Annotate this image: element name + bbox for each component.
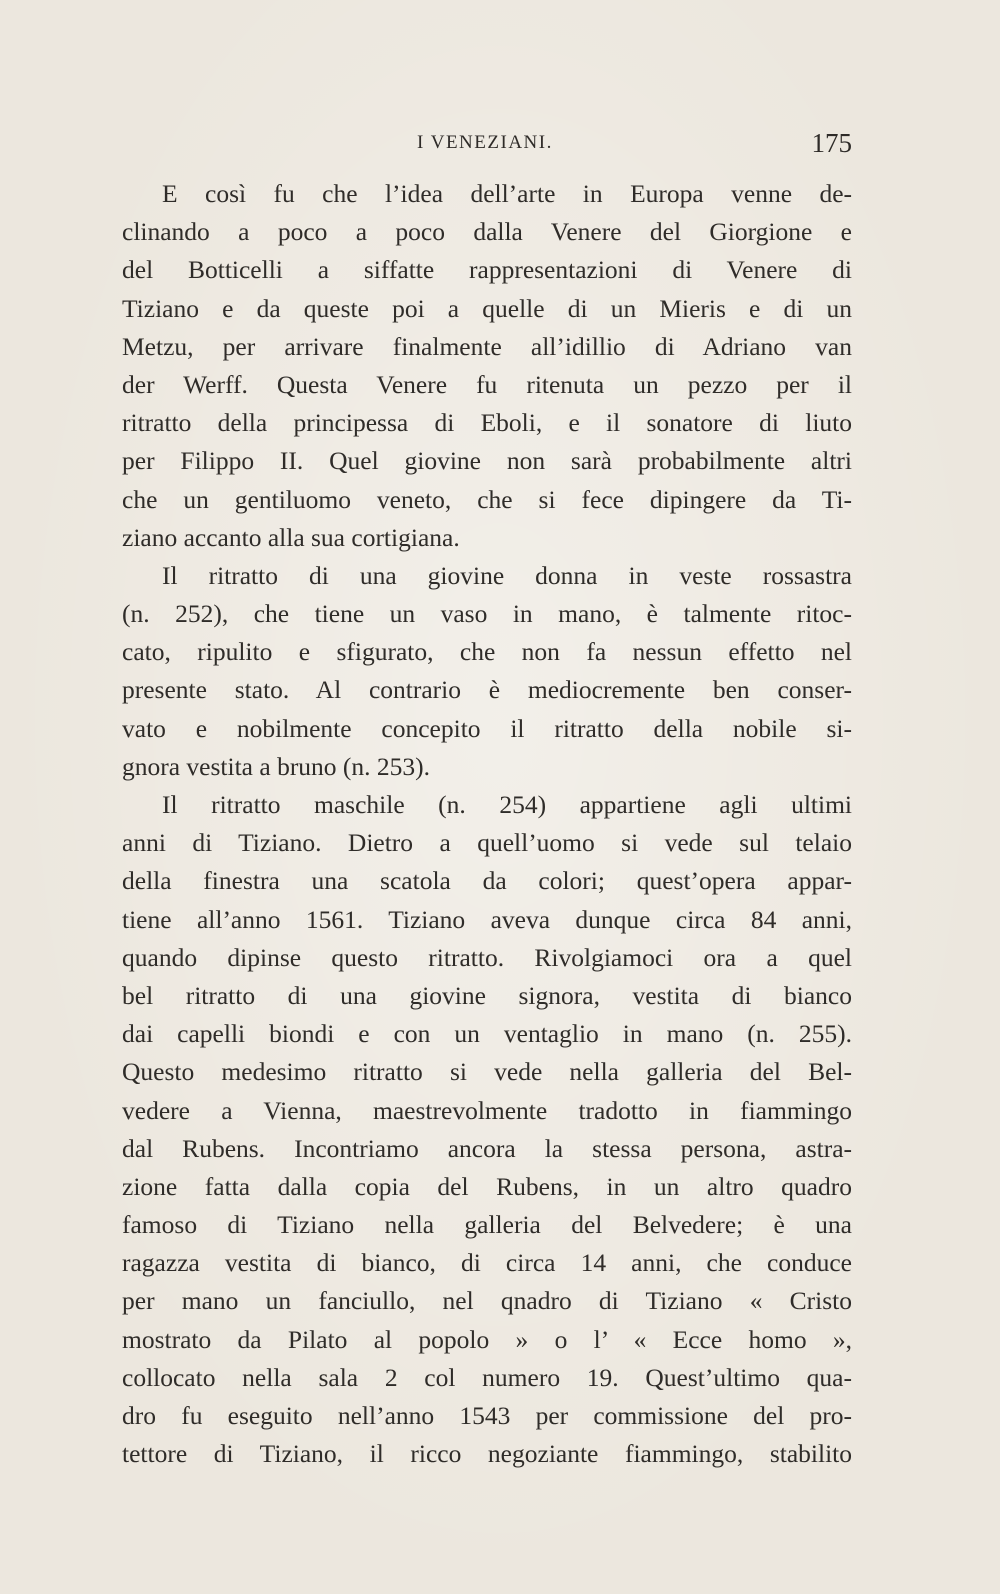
page-header [122,128,852,162]
text-line: tettore di Tiziano, il ricco negoziante fiammingo, stabilito [122,1439,852,1469]
text-line: clinando a poco a poco dalla Venere del Giorgione e [122,217,852,247]
text-line: zione fatta dalla copia del Rubens, in un altro quadro [122,1171,852,1201]
text-line: ragazza vestita di bianco, di circa 14 anni, che conduce [122,1248,852,1278]
text-line: anni di Tiziano. Dietro a quell’uomo si vede sul telaio [122,828,852,858]
text-line: del Botticelli a siffatte rappresentazioni di Venere di [122,255,852,285]
text-line: Metzu, per arrivare finalmente all’idillio di Adriano van [122,331,852,361]
body-text [122,175,852,1473]
text-line: dro fu eseguito nell’anno 1543 per commissione del pro- [122,1401,852,1430]
text-line: dal Rubens. Incontriamo ancora la stessa persona, astra- [122,1133,852,1163]
text-line: bel ritratto di una giovine signora, vestita di bianco [122,980,852,1010]
text-line: Questo medesimo ritratto si vede nella galleria del Bel- [122,1057,852,1087]
text-line: che un gentiluomo veneto, che si fece dipingere da Ti- [122,484,852,514]
text-line: ziano accanto alla sua cortigiana. [122,522,460,552]
text-line: della finestra una scatola da colori; quest’opera appar- [122,866,852,896]
text-line: gnora vestita a bruno (n. 253). [122,751,431,781]
text-line: dai capelli biondi e con un ventaglio in mano (n. 255). [122,1019,852,1049]
text-line: (n. 252), che tiene un vaso in mano, è talmente ritoc- [122,599,852,629]
text-line: collocato nella sala 2 col numero 19. Quest’ultimo qua- [122,1362,852,1392]
text-line: mostrato da Pilato al popolo » o l’ « Ecce homo », [122,1324,852,1354]
text-line: per mano un fanciullo, nel qnadro di Tiziano « Cristo [122,1286,852,1316]
text-line: vedere a Vienna, maestrevolmente tradotto in fiammingo [122,1095,852,1125]
text-line: quando dipinse questo ritratto. Rivolgiamoci ora a quel [122,942,852,972]
text-line: Il ritratto di una giovine donna in veste rossastra [162,560,852,590]
text-line: per Filippo II. Quel giovine non sarà probabilmente altri [122,446,852,476]
text-line: presente stato. Al contrario è mediocremente ben conser- [122,675,852,705]
running-title: I VENEZIANI. [417,132,553,153]
text-line: ritratto della principessa di Eboli, e il sonatore di liuto [122,408,852,438]
text-line: vato e nobilmente concepito il ritratto della nobile si- [122,713,852,743]
text-line: tiene all’anno 1561. Tiziano aveva dunque circa 84 anni, [122,904,852,934]
text-line: der Werff. Questa Venere fu ritenuta un pezzo per il [122,369,852,399]
text-line: famoso di Tiziano nella galleria del Belvedere; è una [122,1210,852,1240]
text-line: E così fu che l’idea dell’arte in Europa venne de- [162,179,852,208]
text-line: cato, ripulito e sfigurato, che non fa nessun effetto nel [122,637,852,667]
text-line: Tiziano e da queste poi a quelle di un Mieris e di un [122,293,852,323]
page-number: 175 [811,128,852,158]
text-line: Il ritratto maschile (n. 254) appartiene agli ultimi [162,790,852,819]
